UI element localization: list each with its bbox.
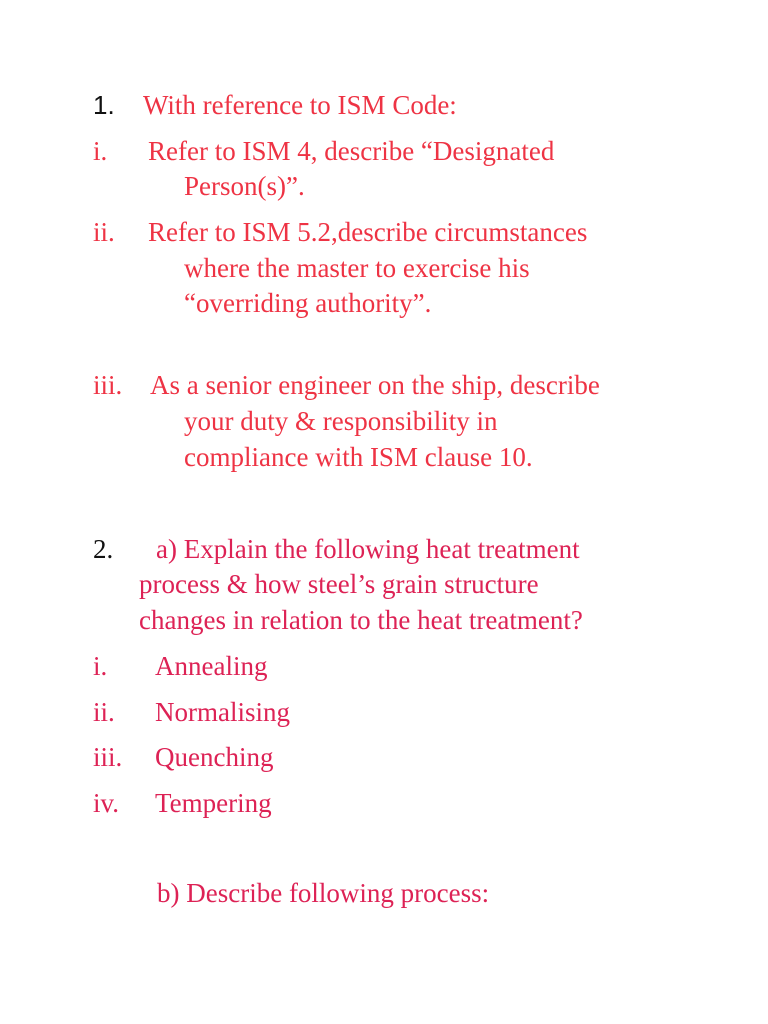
q1-item-ii-line2: where the master to exercise his xyxy=(184,253,530,283)
q1-item-iii-line3: compliance with ISM clause 10. xyxy=(184,442,533,472)
q2-part-a-line1: a) Explain the following heat treatment xyxy=(156,534,580,564)
q2-item-ii-marker: ii. xyxy=(93,697,115,727)
q2-item-iii-text: Quenching xyxy=(155,742,274,772)
q2-part-b: b) Describe following process: xyxy=(157,878,490,908)
q1-item-iii-marker: iii. xyxy=(93,370,123,400)
q1-item-i-line2: Person(s)”. xyxy=(184,171,305,201)
q2-part-a-line3: changes in relation to the heat treatment? xyxy=(139,605,583,635)
q2-number: 2. xyxy=(93,534,114,564)
q1-item-ii-line3: “overriding authority”. xyxy=(184,288,432,318)
q1-number: 1. xyxy=(93,90,115,120)
q2-item-iii-marker: iii. xyxy=(93,742,123,772)
q2-item-ii-text: Normalising xyxy=(155,697,290,727)
q1-item-ii-line1: Refer to ISM 5.2,describe circumstances xyxy=(148,217,588,247)
q2-part-a-line2: process & how steel’s grain structure xyxy=(139,569,539,599)
q1-item-ii-marker: ii. xyxy=(93,217,115,247)
q1-item-iii-line2: your duty & responsibility in xyxy=(184,406,498,436)
q1-item-iii-line1: As a senior engineer on the ship, describe xyxy=(150,370,600,400)
q1-item-i-line1: Refer to ISM 4, describe “Designated xyxy=(148,136,555,166)
q1-item-i-marker: i. xyxy=(93,136,108,166)
q1-title: With reference to ISM Code: xyxy=(143,90,457,120)
q2-item-iv-marker: iv. xyxy=(93,788,119,818)
q2-item-i-text: Annealing xyxy=(155,651,268,681)
q2-item-iv-text: Tempering xyxy=(155,788,272,818)
q2-item-i-marker: i. xyxy=(93,651,108,681)
